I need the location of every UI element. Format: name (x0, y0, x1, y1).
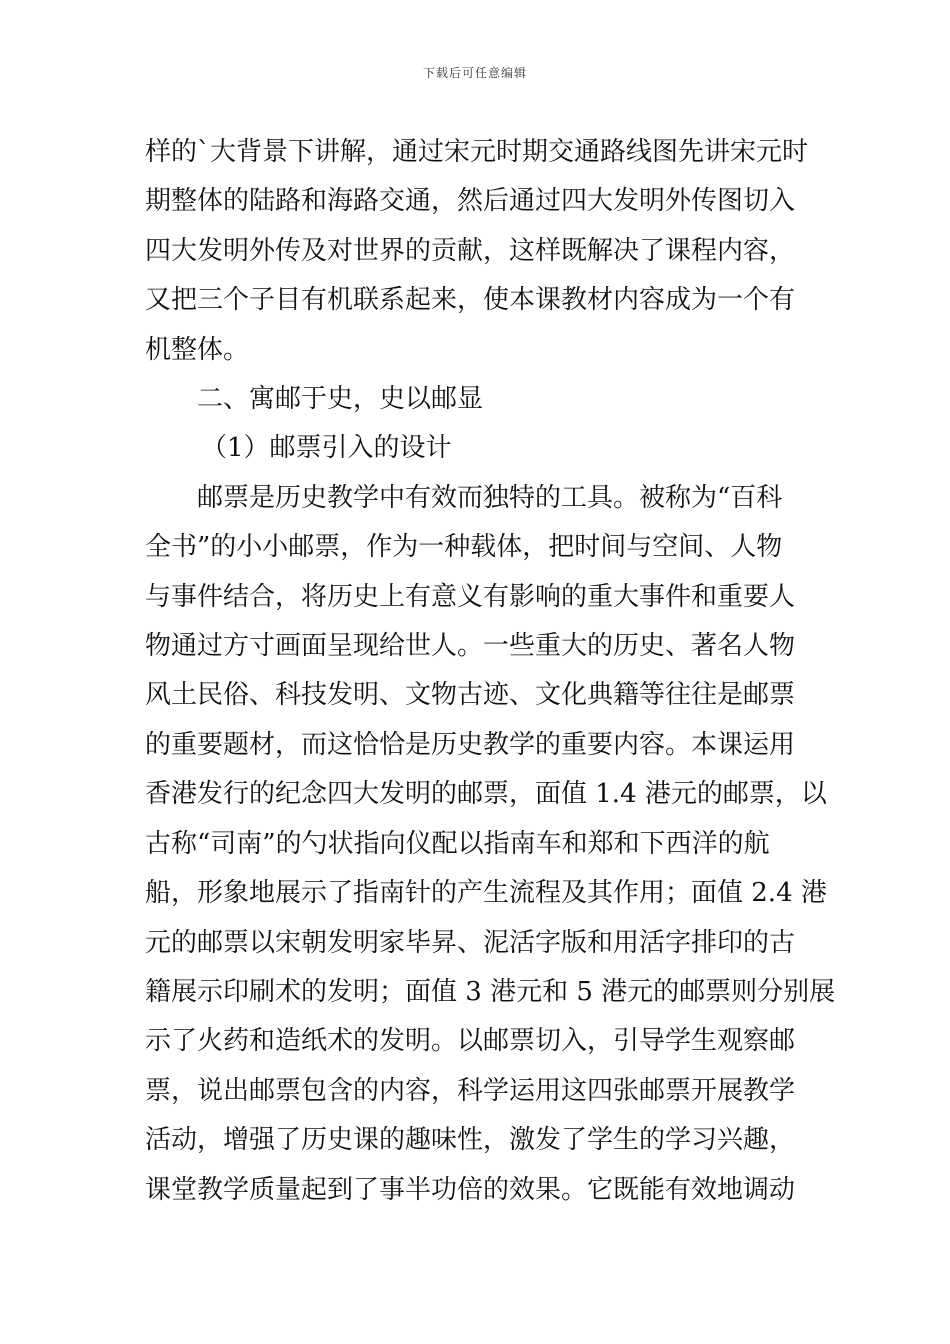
body-line: 的重要题材，而这恰恰是历史教学的重要内容。本课运用 (145, 729, 796, 760)
body-line: 机整体。 (145, 334, 250, 365)
body-line: 活动，增强了历史课的趣味性，激发了学生的学习兴趣， (145, 1125, 796, 1156)
body-line: 示了火药和造纸术的发明。以邮票切入，引导学生观察邮 (145, 1026, 796, 1057)
body-line: 期整体的陆路和海路交通，然后通过四大发明外传图切入 (145, 186, 796, 217)
body-line: 全书”的小小邮票，作为一种载体，把时间与空间、人物 (145, 532, 783, 563)
body-line: 香港发行的纪念四大发明的邮票，面值 1.4 港元的邮票，以 (145, 779, 827, 810)
body-line: 与事件结合，将历史上有意义有影响的重大事件和重要人 (145, 581, 796, 612)
body-line: 票，说出邮票包含的内容，科学运用这四张邮票开展教学 (145, 1075, 796, 1106)
body-line: 物通过方寸画面呈现给世人。一些重大的历史、著名人物 (145, 631, 796, 662)
body-line: 邮票是历史教学中有效而独特的工具。被称为“百科 (197, 482, 783, 513)
body-line: 古称“司南”的勺状指向仪配以指南车和郑和下西洋的航 (145, 828, 770, 859)
body-line: 籍展示印刷术的发明；面值 3 港元和 5 港元的邮票则分别展 (145, 976, 836, 1007)
body-line: 样的`大背景下讲解，通过宋元时期交通路线图先讲宋元时 (145, 137, 809, 167)
body-line: 又把三个子目有机联系起来，使本课教材内容成为一个有 (145, 285, 796, 316)
page-header: 下载后可任意编辑 (422, 66, 527, 80)
body-line: 课堂教学质量起到了事半功倍的效果。它既能有效地调动 (145, 1174, 796, 1205)
body-line: 四大发明外传及对世界的贡献，这样既解决了课程内容， (145, 235, 796, 266)
body-line: 风土民俗、科技发明、文物古迹、文化典籍等往往是邮票 (145, 680, 796, 711)
body-line: 元的邮票以宋朝发明家毕昇、泥活字版和用活字排印的古 (145, 927, 796, 958)
body-line: 船，形象地展示了指南针的产生流程及其作用；面值 2.4 港 (145, 878, 827, 909)
subsection-heading: （1）邮票引入的设计 (201, 433, 452, 464)
section-heading: 二、寓邮于史，史以邮显 (197, 384, 484, 415)
document-body (145, 128, 836, 1215)
